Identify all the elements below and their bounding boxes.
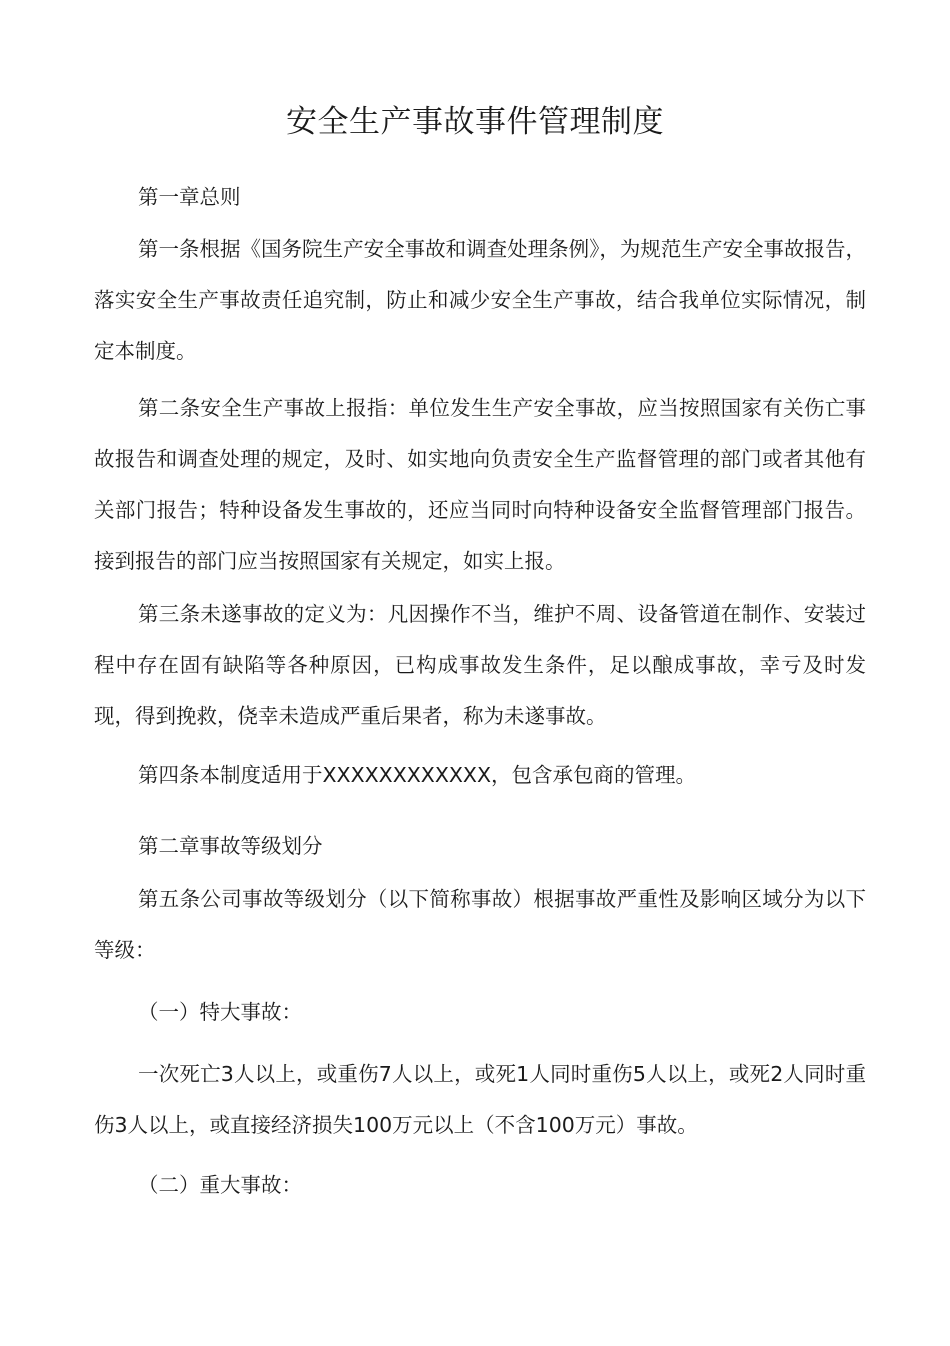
article-4: 第四条本制度适用于XXXXXXXXXXXX，包含承包商的管理。 bbox=[138, 763, 697, 787]
article-5: 第五条公司事故等级划分（以下简称事故）根据事故严重性及影响区域分为以下等级： bbox=[94, 887, 866, 962]
chapter-2-heading: 第二章事故等级划分 bbox=[138, 834, 323, 858]
article-3: 第三条未遂事故的定义为：凡因操作不当，维护不周、设备管道在制作、安装过程中存在固有缺陷等各种原因，已构成事故发生条件，足以酿成事故，幸亏及时发现，得到挽救，侥幸未造成严重后果者，称为未遂事故。 bbox=[94, 602, 866, 728]
chapter-1-heading: 第一章总则 bbox=[138, 185, 241, 209]
document-title: 安全生产事故事件管理制度 bbox=[286, 104, 664, 140]
article-2: 第二条安全生产事故上报指：单位发生生产安全事故，应当按照国家有关伤亡事故报告和调查处理的规定，及时、如实地向负责安全生产监督管理的部门或者其他有关部门报告；特种设备发生事故的，还应当同时向特种设备安全监督管理部门报告。接到报告的部门应当按照国家有关规定，如实上报。 bbox=[94, 396, 866, 573]
level-2-heading: （二）重大事故： bbox=[138, 1173, 302, 1197]
level-1-heading: （一）特大事故： bbox=[138, 1000, 302, 1024]
level-1-definition: 一次死亡3人以上，或重伤7人以上，或死1人同时重伤5人以上，或死2人同时重伤3人以上，或直接经济损失100万元以上（不含100万元）事故。 bbox=[94, 1062, 866, 1137]
article-1: 第一条根据《国务院生产安全事故和调查处理条例》，为规范生产安全事故报告，落实安全生产事故责任追究制，防止和减少安全生产事故，结合我单位实际情况，制定本制度。 bbox=[94, 237, 866, 363]
